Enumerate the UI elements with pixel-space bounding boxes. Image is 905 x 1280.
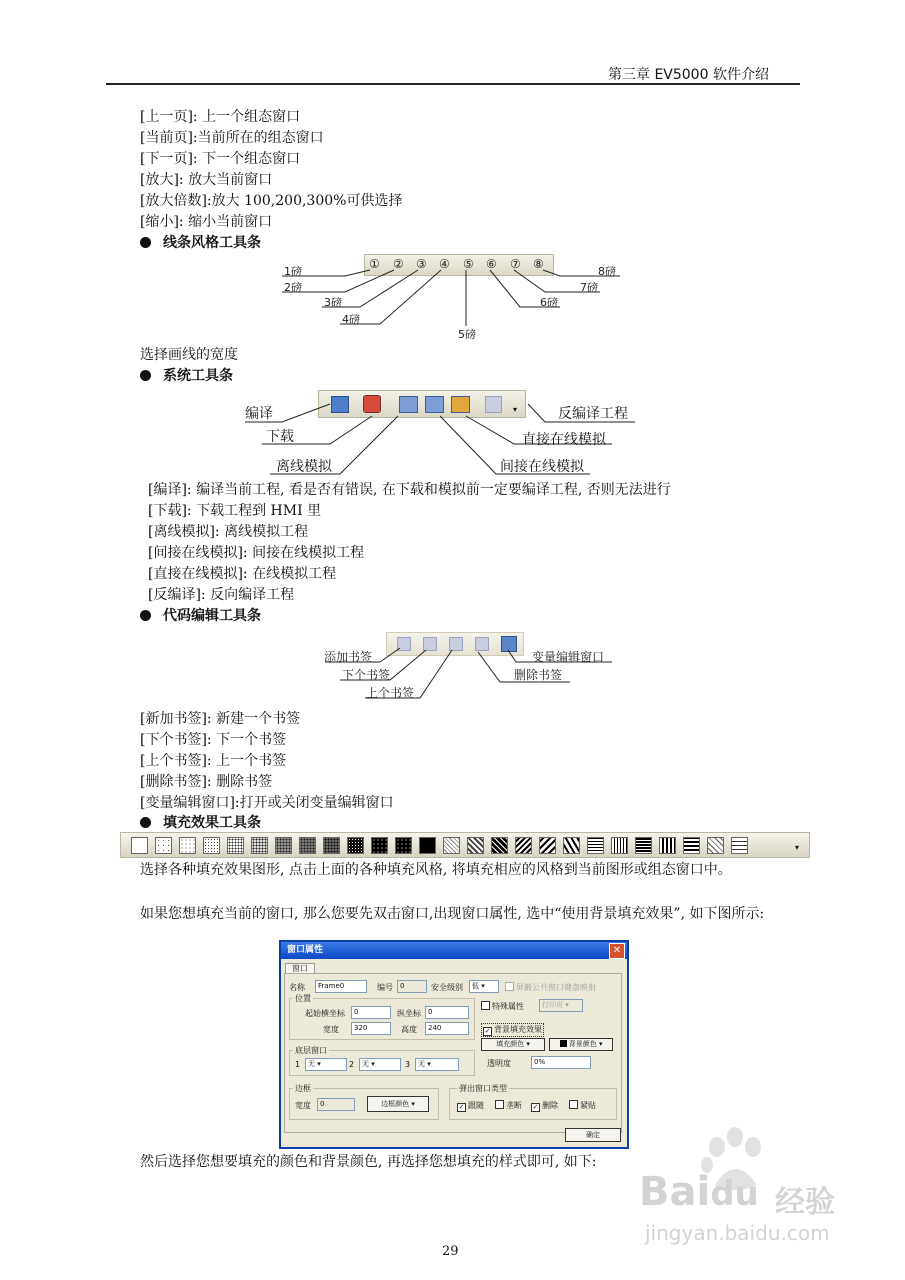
fill-swatch[interactable]	[155, 837, 172, 854]
desc-add-bookmark: [新加书签]: 新建一个书签	[140, 711, 301, 727]
fill-swatch[interactable]	[515, 837, 532, 854]
desc-prev-page: [上一页]: 上一个组态窗口	[140, 109, 301, 125]
height-field[interactable]: 240	[425, 1022, 469, 1035]
fill-swatch[interactable]	[587, 837, 604, 854]
desc-compile: [编译]: 编译当前工程, 看是否有错误, 在下载和模拟前一定要编译工程, 否则无法进行	[148, 482, 671, 498]
popup-block-checkbox[interactable]: 垄断	[495, 1100, 522, 1111]
desc-offline-sim: [离线模拟]: 离线模拟工程	[148, 524, 309, 540]
fill-swatch[interactable]	[539, 837, 556, 854]
fill-swatch[interactable]	[707, 837, 724, 854]
label-prev-bookmark: 上个书签	[366, 686, 415, 700]
label-6pt: 6磅	[540, 296, 558, 309]
start-x-label: 起始横坐标	[305, 1009, 345, 1018]
line-btn-1[interactable]: ①	[369, 257, 380, 271]
watermark-url: jingyan.baidu.com	[645, 1221, 830, 1245]
fill-color-button[interactable]: 填充颜色 ▾	[481, 1038, 545, 1051]
tab-window[interactable]: 窗口	[285, 963, 315, 974]
popup-paste-checkbox[interactable]: 紧贴	[569, 1100, 596, 1111]
label-compile: 编译	[245, 406, 273, 422]
heading-system-toolbar: 系统工具条	[140, 367, 233, 385]
fill-swatch[interactable]	[395, 837, 412, 854]
fill-swatch[interactable]	[491, 837, 508, 854]
name-field[interactable]: Frame0	[315, 980, 367, 993]
label-indirect-sim: 间接在线模拟	[500, 459, 584, 475]
id-label: 编号	[377, 983, 393, 992]
start-x-field[interactable]: 0	[351, 1006, 391, 1019]
fill-swatch[interactable]	[683, 837, 700, 854]
desc-current-page: [当前页]:当前所在的组态窗口	[140, 130, 324, 146]
desc-download: [下载]: 下载工程到 HMI 里	[148, 503, 322, 519]
id-field: 0	[397, 980, 427, 993]
watermark-cn: 经验	[775, 1185, 835, 1220]
chevron-down-icon[interactable]: ▾	[513, 405, 518, 414]
line-btn-4[interactable]: ④	[439, 257, 450, 271]
height-label: 高度	[401, 1025, 417, 1034]
fill-swatch[interactable]	[731, 837, 748, 854]
y-label: 纵坐标	[397, 1009, 421, 1018]
label-decompile: 反编译工程	[558, 406, 628, 422]
label-5pt: 5磅	[458, 328, 476, 341]
border-group-label: 边框	[295, 1084, 311, 1093]
desc-zoom-in: [放大]: 放大当前窗口	[140, 172, 273, 188]
line-btn-3[interactable]: ③	[416, 257, 427, 271]
heading-fill-toolbar: 填充效果工具条	[140, 814, 261, 832]
fill-swatch[interactable]	[443, 837, 460, 854]
border-width-label: 宽度	[295, 1101, 311, 1110]
line-btn-8[interactable]: ⑧	[533, 257, 544, 271]
name-label: 名称	[289, 983, 305, 992]
desc-indirect-sim: [间接在线模拟]: 间接在线模拟工程	[148, 545, 365, 561]
para-fill-description: 选择各种填充效果图形, 点击上面的各种填充风格, 将填充相应的风格到当前图形或组态窗口中。	[140, 862, 732, 878]
dialog-title: 窗口属性	[287, 945, 324, 955]
desc-zoom-ratio: [放大倍数]:放大 100,200,300%可供选择	[140, 193, 403, 209]
window-properties-dialog	[279, 940, 629, 1149]
desc-decompile: [反编译]: 反向编译工程	[148, 587, 295, 603]
label-delete-bookmark: 删除书签	[514, 668, 563, 682]
fill-effects-toolbar	[120, 832, 810, 858]
desc-prev-bookmark: [上个书签]: 上一个书签	[140, 753, 287, 769]
bg-fill-checkbox[interactable]: ✓ 背景填充效果	[481, 1023, 544, 1037]
base-1-select[interactable]: 无 ▾	[305, 1058, 347, 1071]
label-7pt: 7磅	[580, 281, 598, 294]
line-style-caption: 选择画线的宽度	[140, 347, 238, 363]
desc-delete-bookmark: [删除书签]: 删除书签	[140, 774, 273, 790]
dialog-title-bar	[281, 942, 627, 959]
border-width-spinner[interactable]: 0	[317, 1098, 355, 1111]
security-select[interactable]: 低 ▾	[469, 980, 499, 993]
transparency-select[interactable]: 0%	[531, 1056, 591, 1069]
fill-swatch[interactable]	[275, 837, 292, 854]
bullet-dot	[140, 817, 151, 828]
fill-swatch[interactable]	[251, 837, 268, 854]
y-field[interactable]: 0	[425, 1006, 469, 1019]
base-3-label: 3	[405, 1060, 411, 1069]
label-direct-sim: 直接在线模拟	[522, 432, 606, 448]
block-mapping-checkbox[interactable]: 屏蔽公共窗口键盘映射	[505, 982, 596, 993]
fill-swatch[interactable]	[371, 837, 388, 854]
desc-zoom-out: [缩小]: 缩小当前窗口	[140, 214, 273, 230]
label-offline-sim: 离线模拟	[276, 459, 332, 475]
label-2pt: 2磅	[284, 281, 302, 294]
line-btn-2[interactable]: ②	[393, 257, 404, 271]
label-add-bookmark: 添加书签	[324, 650, 373, 664]
base-3-select[interactable]: 无 ▾	[415, 1058, 459, 1071]
label-1pt: 1磅	[284, 265, 302, 278]
border-color-button[interactable]: 边框颜色 ▾	[367, 1096, 429, 1112]
para-choose-colors: 然后选择您想要填充的颜色和背景颜色, 再选择您想填充的样式即可, 如下:	[140, 1154, 597, 1170]
transparency-label: 透明度	[487, 1059, 511, 1068]
fill-swatch[interactable]	[131, 837, 148, 854]
heading-line-style: 线条风格工具条	[140, 234, 261, 252]
fill-swatch[interactable]	[635, 837, 652, 854]
page-number: 29	[442, 1244, 459, 1259]
label-download: 下载	[266, 429, 294, 445]
desc-variable-window: [变量编辑窗口]:打开或关闭变量编辑窗口	[140, 795, 394, 811]
base-2-select[interactable]: 无 ▾	[359, 1058, 401, 1071]
position-group-label: 位置	[295, 994, 311, 1003]
desc-direct-sim: [直接在线模拟]: 在线模拟工程	[148, 566, 337, 582]
label-3pt: 3磅	[324, 296, 342, 309]
chapter-header: 第三章 EV5000 软件介绍	[608, 67, 769, 83]
fill-swatch[interactable]	[467, 837, 484, 854]
width-label: 宽度	[323, 1025, 339, 1034]
desc-next-page: [下一页]: 下一个组态窗口	[140, 151, 301, 167]
fill-swatch[interactable]	[611, 837, 628, 854]
close-icon[interactable]: ✕	[609, 943, 625, 959]
fill-swatch[interactable]	[347, 837, 364, 854]
line-btn-5[interactable]: ⑤	[463, 257, 474, 271]
bg-color-button[interactable]: 背景颜色 ▾	[549, 1038, 613, 1051]
width-field[interactable]: 320	[351, 1022, 391, 1035]
fill-swatch[interactable]	[227, 837, 244, 854]
label-next-bookmark: 下个书签	[342, 668, 391, 682]
fill-swatch[interactable]	[419, 837, 436, 854]
fill-swatch[interactable]	[203, 837, 220, 854]
label-4pt: 4磅	[342, 313, 360, 326]
desc-next-bookmark: [下个书签]: 下一个书签	[140, 732, 287, 748]
popup-type-group-label: 弹出窗口类型	[459, 1084, 507, 1093]
baidu-watermark	[625, 1125, 855, 1245]
label-8pt: 8磅	[598, 265, 616, 278]
popup-delete-checkbox[interactable]: ✓ 删除	[532, 1101, 558, 1111]
para-double-click: 如果您想填充当前的窗口, 那么您要先双击窗口,出现窗口属性, 选中“使用背景填充效果”, 如下图所示:	[140, 906, 765, 922]
fill-swatch[interactable]	[659, 837, 676, 854]
security-label: 安全级别	[431, 983, 463, 992]
special-select[interactable]: 打印页 ▾	[539, 999, 583, 1012]
special-checkbox[interactable]: 特殊属性	[481, 1001, 524, 1012]
fill-swatch[interactable]	[299, 837, 316, 854]
base-1-label: 1	[295, 1060, 301, 1069]
fill-swatch[interactable]	[179, 837, 196, 854]
base-2-label: 2	[349, 1060, 355, 1069]
chevron-down-icon[interactable]: ▾	[795, 843, 800, 852]
watermark-brand: Baidu	[639, 1169, 759, 1215]
ok-button[interactable]: 确定	[565, 1128, 621, 1142]
base-window-group-label: 底层窗口	[295, 1046, 327, 1055]
popup-follow-checkbox[interactable]: ✓ 跟随	[458, 1101, 484, 1111]
line-btn-7[interactable]: ⑦	[510, 257, 521, 271]
fill-swatch[interactable]	[563, 837, 580, 854]
fill-swatch[interactable]	[323, 837, 340, 854]
heading-code-toolbar: 代码编辑工具条	[140, 607, 261, 625]
label-variable-window: 变量编辑窗口	[532, 650, 605, 664]
line-btn-6[interactable]: ⑥	[486, 257, 497, 271]
